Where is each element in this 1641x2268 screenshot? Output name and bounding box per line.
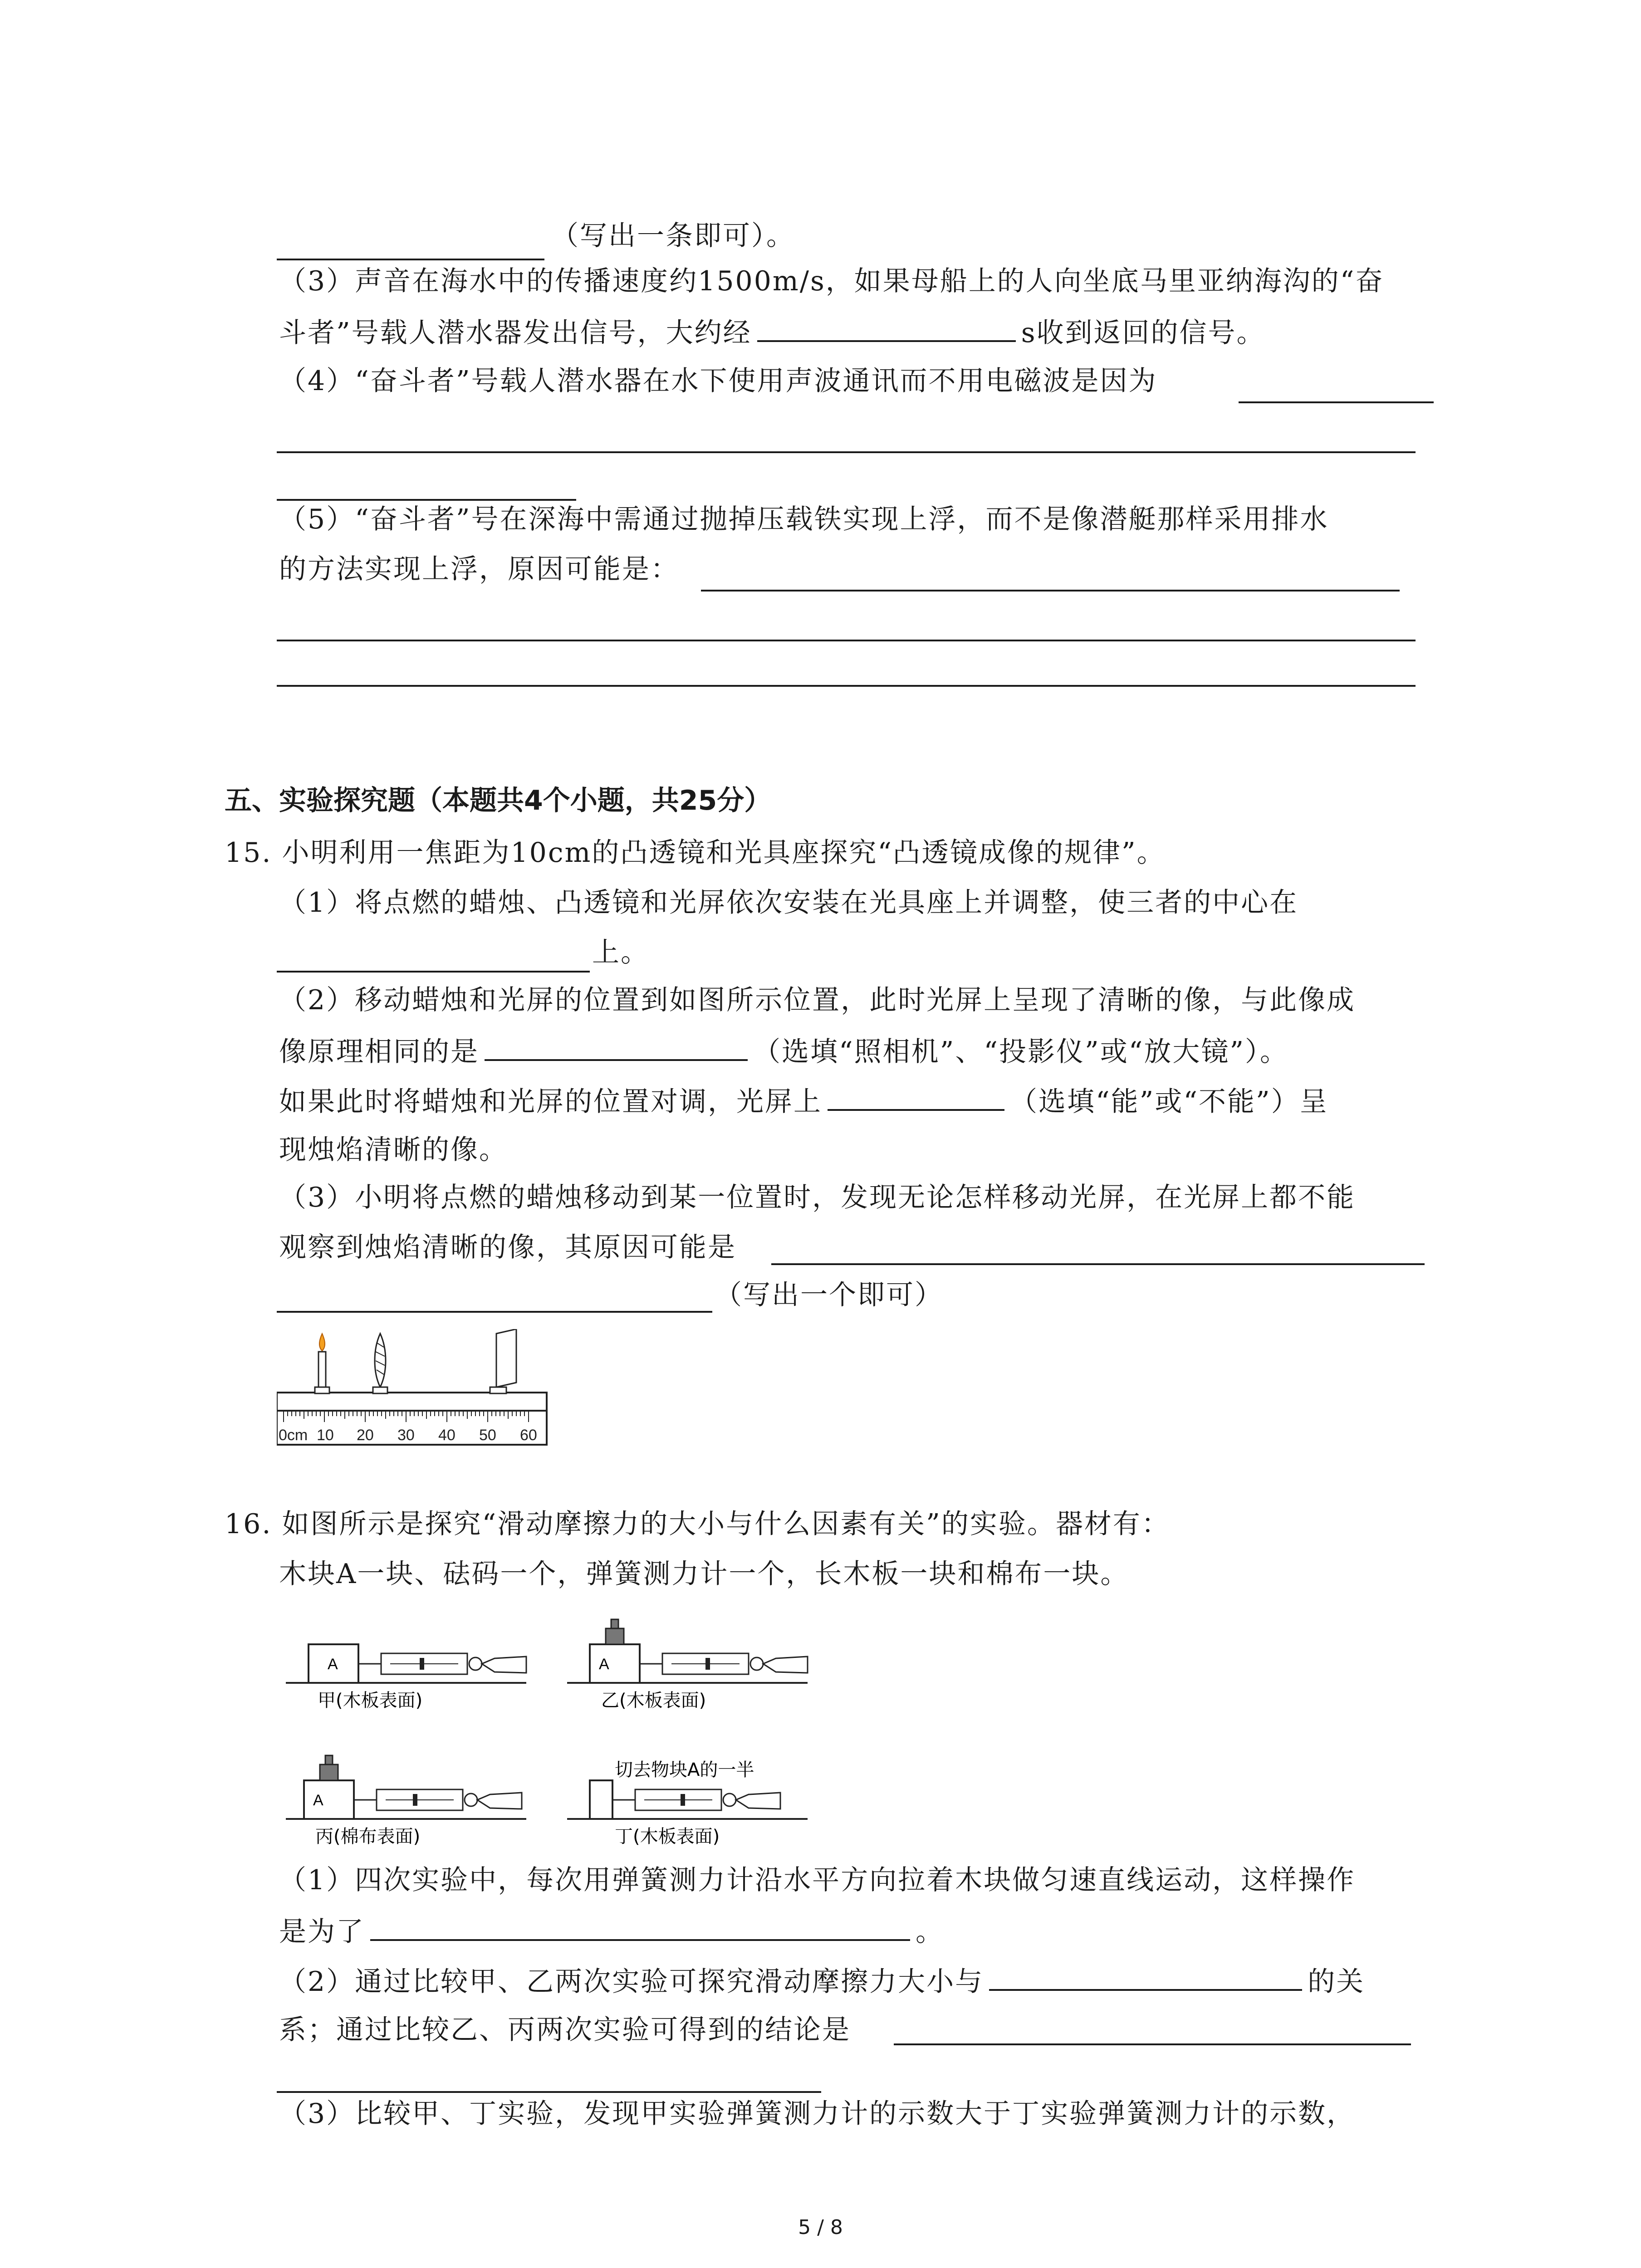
candle-icon [315, 1334, 329, 1393]
answer-blank [485, 1032, 748, 1061]
setup-yi [567, 1619, 808, 1711]
answer-line [771, 1263, 1425, 1265]
optical-bench-figure [277, 1329, 549, 1447]
q14-p3-line1: （3）声音在海水中的传播速度约1500m/s，如果母船上的人向坐底马里亚纳海沟的“奋 [279, 265, 1384, 297]
ruler-label-30: 30 [397, 1427, 415, 1444]
answer-line [277, 259, 544, 260]
caption-note: 切去物块A的一半 [615, 1760, 754, 1780]
convex-lens-icon [373, 1334, 387, 1393]
q14-p5-line2: 的方法实现上浮，原因可能是： [279, 553, 679, 585]
answer-line [894, 2043, 1411, 2045]
q16-stem-line1: 16. 如图所示是探究“滑动摩擦力的大小与什么因素有关”的实验。器材有： [225, 1508, 1170, 1540]
q14-line-a-tail: （写出一条即可）。 [551, 220, 795, 252]
ruler-label-10: 10 [317, 1427, 334, 1444]
answer-blank [757, 313, 1016, 342]
answer-blank [828, 1082, 1004, 1111]
q16-p1-line1: （1）四次实验中，每次用弹簧测力计沿水平方向拉着木块做匀速直线运动，这样操作 [279, 1864, 1356, 1896]
q15-p2-line1: （2）移动蜡烛和光屏的位置到如图所示位置，此时光屏上呈现了清晰的像，与此像成 [279, 984, 1356, 1016]
q16-p2-line1: （2）通过比较甲、乙两次实验可探究滑动摩擦力大小与 的关 [279, 1962, 1365, 2000]
answer-line [277, 499, 576, 501]
q15-p2-line2: 像原理相同的是 （选填“照相机”、“投影仪”或“放大镜”）。 [279, 1032, 1288, 1070]
friction-experiment-figure [281, 1606, 826, 1878]
weight-icon [606, 1628, 624, 1644]
answer-blank [370, 1912, 910, 1941]
setup-jia [286, 1644, 526, 1711]
answer-line [277, 640, 1416, 641]
q16-p2-line2: 系；通过比较乙、丙两次实验可得到的结论是 [279, 2014, 851, 2046]
caption-ding: 丁(木板表面) [615, 1826, 720, 1847]
caption-yi: 乙(木板表面) [601, 1690, 706, 1711]
q15-stem: 15. 小明利用一焦距为10cm的凸透镜和光具座探究“凸透镜成像的规律”。 [225, 837, 1166, 869]
answer-line [277, 971, 590, 973]
q15-p2-line3: 如果此时将蜡烛和光屏的位置对调，光屏上 （选填“能”或“不能”）呈 [279, 1082, 1328, 1120]
answer-line [277, 685, 1416, 687]
q15-p1-line1: （1）将点燃的蜡烛、凸透镜和光屏依次安装在光具座上并调整，使三者的中心在 [279, 887, 1298, 919]
answer-line [1239, 401, 1434, 403]
ruler-label-0: 0cm [279, 1427, 308, 1444]
answer-line [701, 590, 1400, 591]
ruler-label-40: 40 [438, 1427, 456, 1444]
block-a-label: A [328, 1656, 338, 1673]
bench-rail [277, 1393, 547, 1411]
caption-jia: 甲(木板表面) [318, 1690, 423, 1711]
answer-line [277, 2091, 821, 2093]
weight-icon [320, 1765, 338, 1780]
q14-p5-line1: （5）“奋斗者”号在深海中需通过抛掉压载铁实现上浮，而不是像潜艇那样采用排水 [279, 503, 1329, 535]
q15-p3-line2: 观察到烛焰清晰的像，其原因可能是 [279, 1232, 736, 1263]
q16-p3-line1: （3）比较甲、丁实验，发现甲实验弹簧测力计的示数大于丁实验弹簧测力计的示数， [279, 2098, 1356, 2130]
answer-line [277, 451, 1416, 453]
q15-p1-line2-tail: 上。 [592, 937, 649, 968]
q16-stem-line2: 木块A一块、砝码一个，弹簧测力计一个，长木板一块和棉布一块。 [279, 1558, 1129, 1590]
ruler-label-60: 60 [520, 1427, 537, 1444]
q15-p2-line4: 现烛焰清晰的像。 [279, 1134, 508, 1166]
block-a-label: A [313, 1792, 323, 1809]
caption-bing: 丙(棉布表面) [315, 1826, 421, 1847]
q14-p3-line2: 斗者”号载人潜水器发出信号，大约经 s收到返回的信号。 [279, 313, 1265, 351]
q15-p3-line3-tail: （写出一个即可） [715, 1279, 943, 1311]
answer-blank [989, 1962, 1302, 1991]
ruler-label-50: 50 [479, 1427, 496, 1444]
answer-line [277, 1311, 712, 1313]
q15-p3-line1: （3）小明将点燃的蜡烛移动到某一位置时，发现无论怎样移动光屏，在光屏上都不能 [279, 1182, 1356, 1213]
light-screen-icon [490, 1329, 516, 1393]
ruler-label-20: 20 [357, 1427, 374, 1444]
block-a-label: A [599, 1656, 609, 1673]
q14-p4-line1: （4）“奋斗者”号载人潜水器在水下使用声波通讯而不用电磁波是因为 [279, 365, 1157, 397]
q16-p1-line2: 是为了 。 [279, 1912, 944, 1950]
page-number: 5 / 8 [798, 2216, 843, 2239]
section-title: 五、实验探究题（本题共4个小题，共25分） [225, 785, 772, 816]
setup-bing [286, 1755, 526, 1847]
setup-ding [567, 1760, 808, 1847]
